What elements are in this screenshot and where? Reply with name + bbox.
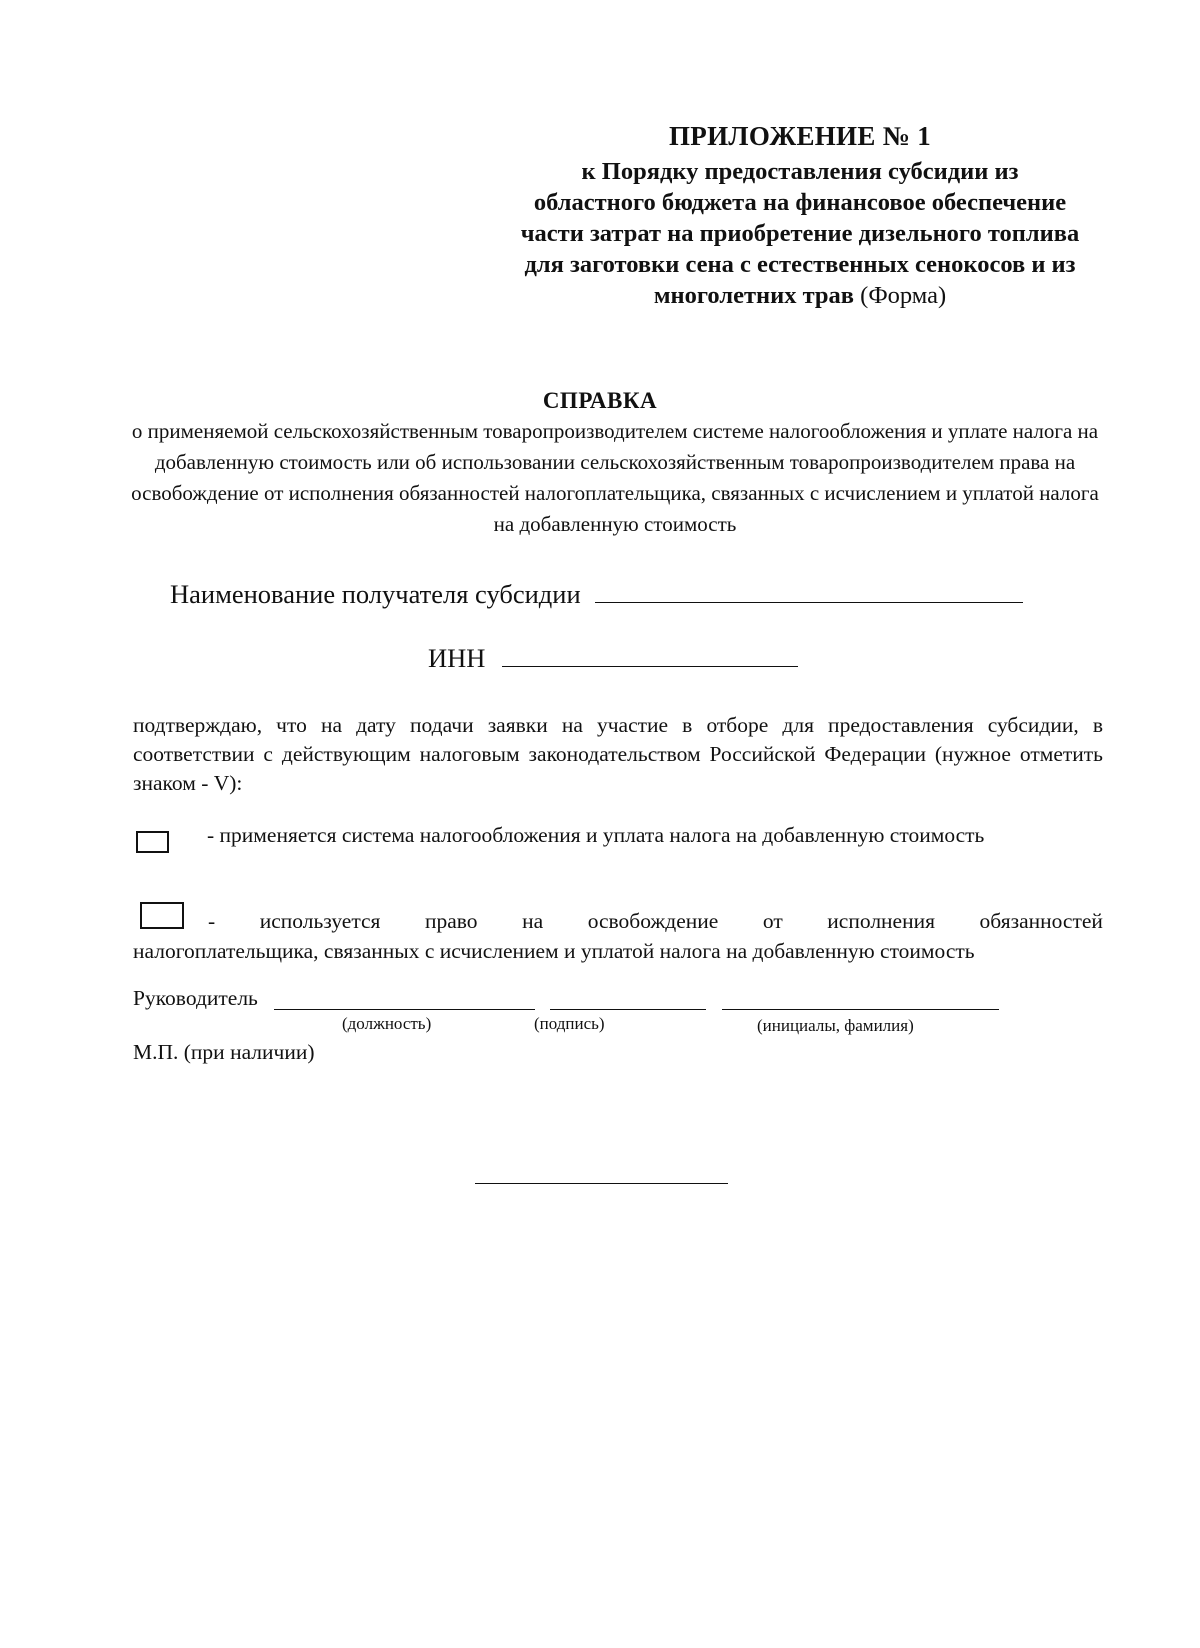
- appendix-title: ПРИЛОЖЕНИЕ № 1: [669, 121, 931, 151]
- option-vat-payer-checkbox[interactable]: [136, 831, 169, 853]
- signature-input-line[interactable]: [550, 1009, 706, 1010]
- position-caption: (должность): [342, 1014, 432, 1033]
- option-vat-exemption-label: [133, 906, 1103, 966]
- recipient-label: Наименование получателя субсидии: [170, 579, 581, 609]
- option-vat-exemption-line2: налогоплательщика, связанных с исчислением и уплатой налога на добавленную стоимость: [133, 939, 975, 963]
- seal-label: М.П. (при наличии): [133, 1040, 315, 1064]
- word: освобождение: [587, 909, 719, 933]
- option-vat-payer-label: - применяется система налогообложения и уплата налога на добавленную стоимость: [207, 823, 985, 847]
- inn-field: [428, 643, 798, 674]
- word: обязанностей: [979, 909, 1103, 933]
- end-divider: [475, 1183, 728, 1184]
- word: -: [208, 909, 216, 933]
- word: используется: [259, 909, 381, 933]
- position-input-line[interactable]: [274, 1009, 535, 1010]
- option-vat-exemption-checkbox[interactable]: [140, 902, 184, 929]
- certificate-title: СПРАВКА: [542, 388, 658, 413]
- head-label: Руководитель: [133, 986, 258, 1010]
- word: на: [522, 909, 544, 933]
- inn-label: ИНН: [428, 643, 486, 673]
- recipient-field: [170, 579, 1023, 610]
- appendix-reference: [520, 156, 1080, 311]
- word: от: [762, 909, 783, 933]
- form-note: (Форма): [860, 282, 947, 309]
- word: право: [424, 909, 478, 933]
- word: исполнения: [827, 909, 935, 933]
- appendix-reference-text: к Порядку предоставления субсидии из областного бюджета на финансовое обеспечение части затрат на приобретение дизельного топлива для заготовки сена с естественных сенокосов и из многолетних трав: [520, 158, 1080, 309]
- recipient-input-line[interactable]: [595, 601, 1023, 603]
- name-caption: (инициалы, фамилия): [757, 1016, 914, 1035]
- certificate-subtitle: о применяемой сельскохозяйственным товаропроизводителем системе налогообложения и уплате налога на добавленную стоимость или об использовании сельскохозяйственным товаропроизводителем права на освобождение от исполнения обязанностей налогоплательщика, связанных с исчислением и уплатой налога на добавленную стоимость: [131, 419, 1099, 536]
- appendix-header: [520, 118, 1080, 311]
- option-vat-exemption-line1: [133, 906, 1103, 936]
- name-input-line[interactable]: [722, 1009, 999, 1010]
- inn-input-line[interactable]: [502, 665, 798, 667]
- confirmation-text: подтверждаю, что на дату подачи заявки на участие в отборе для предоставления субсидии, в соответствии с действующим налоговым законодательством Российской Федерации (нужное отметить знаком - V):: [133, 713, 1103, 795]
- signature-caption: (подпись): [534, 1014, 605, 1033]
